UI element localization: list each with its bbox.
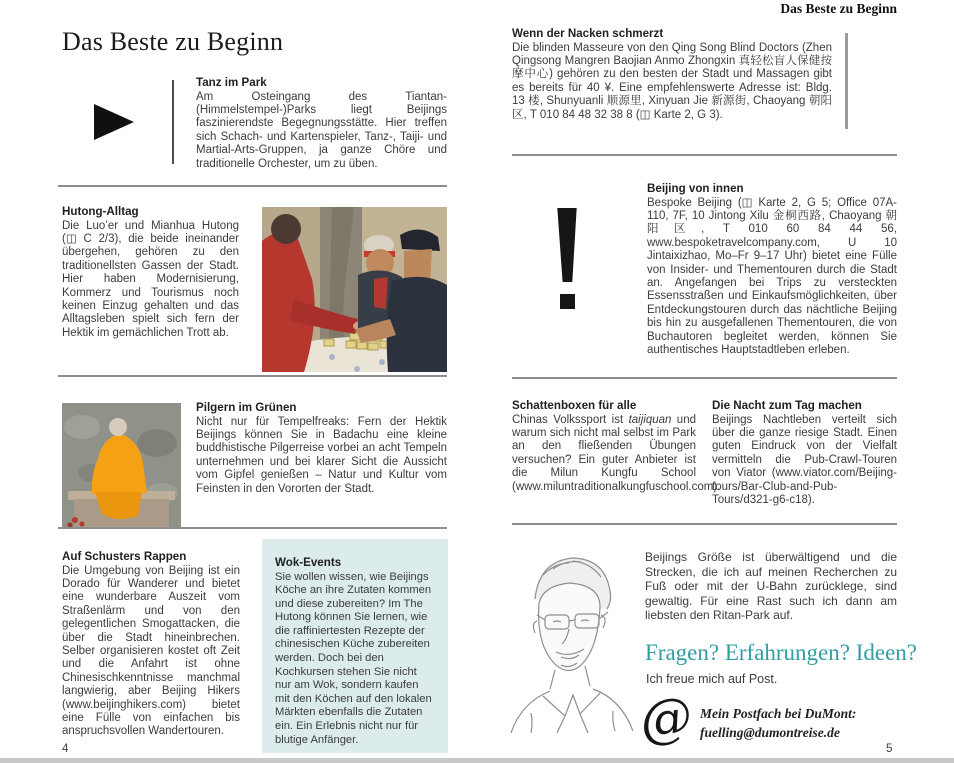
mailbox-info: [700, 704, 856, 742]
mailbox-email: fuelling@dumontreise.de: [700, 725, 840, 740]
divider: [58, 375, 447, 377]
section-heading: Beijing von innen: [647, 182, 744, 195]
section-nacht-zum-tag: [712, 399, 897, 507]
running-head: Das Beste zu Beginn: [780, 1, 897, 16]
section-body: Nicht nur für Tempelfreaks: Fern der Hektik Beijings können Sie in Badachu eine kleine buddhistische Pilgerreise vorbei an acht Tempeln unternehmen und bei klarer Sicht die Aussicht vom Gipfel genießen – Natur und Kultur vom Feinsten in den Vororten der Stadt.: [196, 415, 447, 495]
section-auf-schusters-rappen: [62, 550, 240, 739]
page-number-right: 5: [886, 743, 893, 755]
body-text: Chinas Volkssport ist: [512, 413, 629, 426]
section-schattenboxen: [512, 399, 721, 494]
infobox-heading: Wok-Events: [275, 556, 342, 569]
section-pilgern-im-gruenen: [196, 401, 447, 496]
photo-hutong-mahjong: [262, 207, 447, 372]
infobox-body: Sie wollen wissen, wie Beijings Köche an ihre Zutaten kommen und diese zubereiten? Im The Hutong können Sie lernen, wie die raffiniertesten Rezepte der chinesischen Küche zubereiten werden. Doch bei den Kochkursen stehen Sie nicht nur am Wok, sondern kaufen mit den Köchen auf den lokalen Märkten ebenfalls die Zutaten ein. Ein Erlebnis nicht nur für blutige Anfänger.: [275, 570, 432, 746]
section-body: Am Osteingang des Tiantan-(Himmelstempel-)Parks liegt Beijings faszinierendste Begegnungsstätte. Hier treffen sich Schach- und Kartenspieler, Tanz-, Taiji- und Martial-Arts-Gruppen, ja ganze Chöre und traditionelle Orchester, um zu üben.: [196, 90, 447, 170]
section-body: Die Luo’er und Mianhua Hutong (◫ C 2/3), die beide ineinander übergehen, gehören zu den traditionellsten Gassen der Stadt. Hier haben Modernisierung, Kommerz und Tourismus noch keinen Einzug gehalten und das Alltagsleben spielt sich fern der Hektik im gemächlichen Trott ab.: [62, 219, 239, 339]
page-bottom-edge: [0, 758, 954, 763]
infobox-wok-events: [262, 539, 448, 753]
section-heading: Schattenboxen für alle: [512, 399, 637, 412]
author-body: Beijings Größe ist überwältigend und die Strecken, die ich auf meinen Recherchen zu Fuß oder mit der U-Bahn zurücklege, sind gewaltig. Für eine Rast such ich dann am liebsten den Ritan-Park auf.: [645, 550, 897, 623]
section-rule-vertical: [845, 33, 848, 129]
section-rule-vertical: [172, 80, 174, 164]
italic-term: taijiquan: [628, 413, 672, 426]
at-sign-icon: @: [636, 685, 696, 753]
author-portrait-sketch: [503, 545, 640, 733]
play-triangle-icon: [94, 104, 134, 140]
mailbox-label: Mein Postfach bei DuMont:: [700, 706, 857, 721]
cta-subline: Ich freue mich auf Post.: [646, 672, 778, 686]
author-intro: [645, 550, 897, 623]
section-heading: Pilgern im Grünen: [196, 401, 297, 414]
section-heading: Die Nacht zum Tag machen: [712, 399, 862, 412]
section-heading: Auf Schusters Rappen: [62, 550, 187, 563]
section-tanz-im-park: [196, 76, 447, 171]
section-body: Bespoke Beijing (◫ Karte 2, G 5; Office 07A-110, 7F, 10 Jintong Xilu 金桐西路, Chaoyang 朝阳区, T 010 60 84 44 56, www.bespoketravelcompany.com, U 10 Jintaixizhao, Mo–Fr 9–17 Uhr) bietet eine Fülle von Insider- und Thementouren durch die Stadt an. Angefangen bei Trips zu versteckten Essensstraßen und Einkaufsmöglichkeiten, über Entdeckungstouren durch das nächtliche Beijing bis hin zu ausgefallenen Thementouren, die von Buchautoren begleitet werden, können Sie authentisches Hauptstadtleben erleben.: [647, 196, 897, 356]
section-body: Die blinden Masseure von den Qing Song Blind Doctors (Zhen Qingsong Mangren Baojian Anmo Zhongxin 真轻松盲人保健按摩中心) gehören zu den besten der Stadt und Massagen gibt es bereits für 40 ¥. Eine empfehlenswerte Adresse ist: Bldg. 13 楼, Shunyuanli 顺源里, Xinyuan Jie 新源街, Chaoyang 朝阳区, T 010 84 48 32 38 8 (◫ Karte 2, G 3).: [512, 41, 832, 121]
divider: [58, 185, 447, 187]
section-hutong-alltag: [62, 205, 239, 340]
photo-monk: [62, 403, 181, 529]
section-beijing-von-innen: [647, 182, 897, 357]
exclamation-dot-icon: [560, 294, 575, 309]
section-heading: Wenn der Nacken schmerzt: [512, 27, 664, 40]
page-title: Das Beste zu Beginn: [62, 27, 284, 56]
exclamation-icon: [556, 208, 578, 282]
page-number-left: 4: [62, 743, 69, 755]
cta-heading: Fragen? Erfahrungen? Ideen?: [645, 640, 918, 665]
body-text: und warum sich nicht mal selbst im Park an den fließenden Übungen versuchen? Ein guter Anbieter ist die Milun Kungfu School (www.miluntraditionalkungfuschool.com).: [512, 413, 721, 493]
section-body: Die Umgebung von Beijing ist ein Dorado für Wanderer und bietet eine wunderbare Auszeit vom Straßenlärm und von den gelegentlichen Smogattacken, die über die Stadt hineinbrechen. Selber organisieren kostet oft Zeit und die Anfahrt ist ohne Chinesischkenntnisse manchmal langwierig, aber Beijing Hikers (www.beijinghikers.com) bietet eine Fülle von einfachen bis anspruchsvollen Wandertouren.: [62, 564, 240, 738]
divider: [58, 527, 447, 529]
section-body: Beijings Nachtleben verteilt sich über die ganze riesige Stadt. Einen guten Eindruck von der Vielfalt vermitteln die Pub-Crawl-Touren von Viator (www.viator.com/Beijing-tours/Bar-Club-and-Pub-Tours/d321-g6-c18).: [712, 413, 897, 506]
section-heading: Hutong-Alltag: [62, 205, 139, 218]
divider: [512, 154, 897, 156]
section-wenn-der-nacken-schmerzt: [512, 27, 832, 122]
section-heading: Tanz im Park: [196, 76, 267, 89]
divider: [512, 377, 897, 379]
divider: [512, 523, 897, 525]
section-body: [512, 413, 721, 494]
